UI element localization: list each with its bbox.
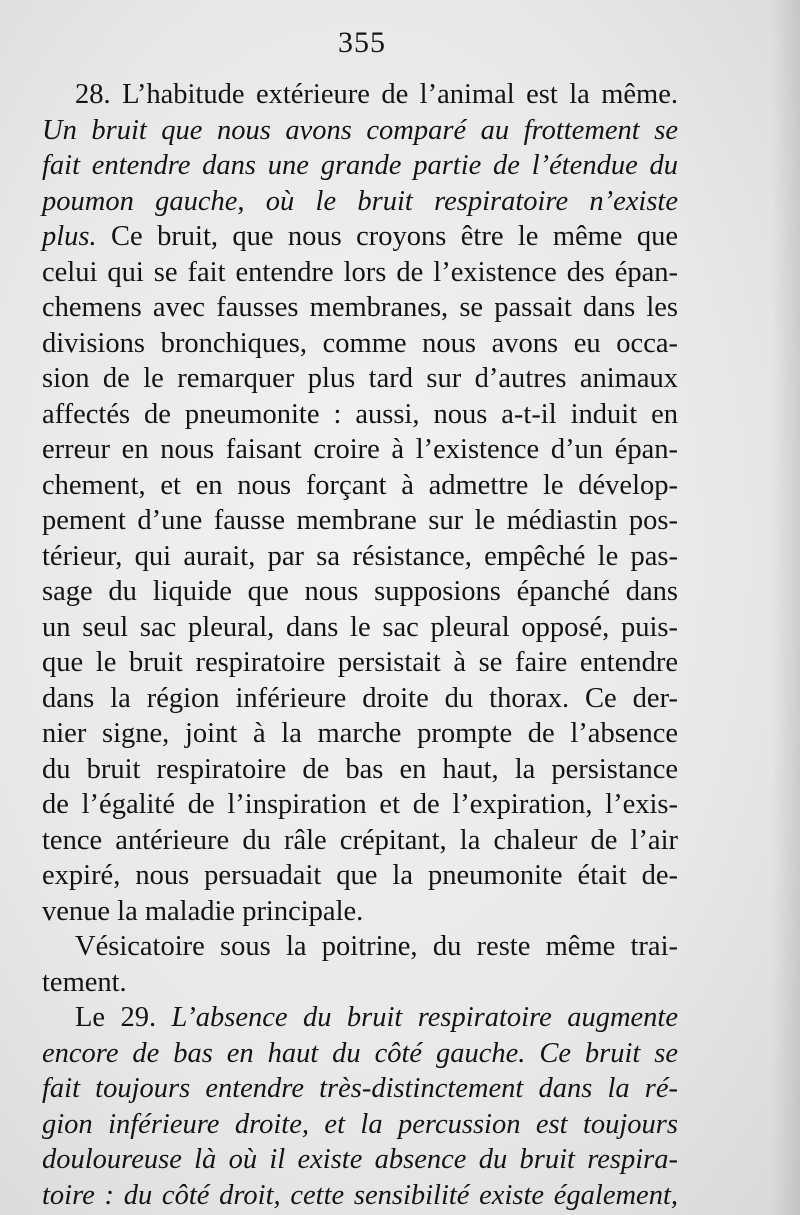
text-line: celui qui se fait entendre lors de l’existence des épan- [42,256,678,288]
text-line [42,1072,678,1106]
text-line: expiré, nous persuadait que la pneumonite était de- [42,860,678,891]
text-line: un seul sac pleural, dans le sac pleural opposé, puis- [42,611,678,643]
text-line: tence antérieure du râle crépitant, la chaleur de l’air [42,824,678,856]
italic-text: plus. [42,221,97,252]
italic-text: fait entendre dans une grande partie de l’étendue du [42,150,678,181]
text-line: sion de le remarquer plus tard sur d’autres animaux [42,363,678,394]
page-number: 355 [338,26,386,59]
text-line: du bruit respiratoire de bas en haut, la persistance [42,753,678,785]
text-line [42,1179,678,1213]
text-line: sage du liquide que nous supposions épanché dans [42,576,678,607]
italic-text: poumon gauche, où le bruit respiratoire n’existe [42,185,678,217]
text-line [42,149,678,183]
text-line: 28. L’habitude extérieure de l’animal est la même. [75,79,678,110]
text-line [42,185,678,219]
italic-text: douloureuse là où il existe absence du bruit respira- [42,1144,678,1175]
text-line: que le bruit respiratoire persistait à se faire entendre [42,647,678,678]
text-line: chemens avec fausses membranes, se passait dans les [42,292,678,323]
text-line: térieur, qui aurait, par sa résistance, empêché le pas- [42,540,678,572]
text-line: erreur en nous faisant croire à l’existence d’un épan- [42,434,678,465]
text-line: Vésicatoire sous la poitrine, du reste même trai- [75,931,678,962]
italic-text: encore de bas en haut du côté gauche. Ce bruit se [42,1037,678,1069]
text-line: nier signe, joint à la marche prompte de l’absence [42,718,678,749]
text-line: de l’égalité de l’inspiration et de l’expiration, l’exis- [42,789,678,820]
text-line: chement, et en nous forçant à admettre le dévelop- [42,469,678,501]
italic-text: gion inférieure droite, et la percussion est toujours [42,1108,678,1140]
italic-text: Un bruit que nous avons comparé au frottement se [42,114,678,146]
text-line: affectés de pneumonite : aussi, nous a-t-il induit en [42,398,678,430]
page-edge-shadow [772,0,800,1215]
text-line [42,1037,678,1071]
text-line [42,1108,678,1142]
roman-text: Le 29. [75,1002,157,1033]
text-line: dans la région inférieure droite du thorax. Ce der- [42,682,678,714]
italic-text: L’absence du bruit respiratoire augmente [156,1002,678,1033]
italic-text: fait toujours entendre très-distinctement dans la ré- [42,1073,678,1104]
italic-text: toire : du côté droit, cette sensibilité existe également, [42,1179,678,1211]
text-line [42,220,678,254]
text-line [42,1143,678,1177]
text-line [42,114,678,148]
text-line [75,1001,678,1035]
roman-text: Ce bruit, que nous croyons être le même que [96,221,678,252]
text-line: tement. [42,966,127,998]
text-line: divisions bronchiques, comme nous avons eu occa- [42,327,678,359]
text-line: pement d’une fausse membrane sur le médiastin pos- [42,505,678,536]
text-line: venue la maladie principale. [42,895,364,927]
